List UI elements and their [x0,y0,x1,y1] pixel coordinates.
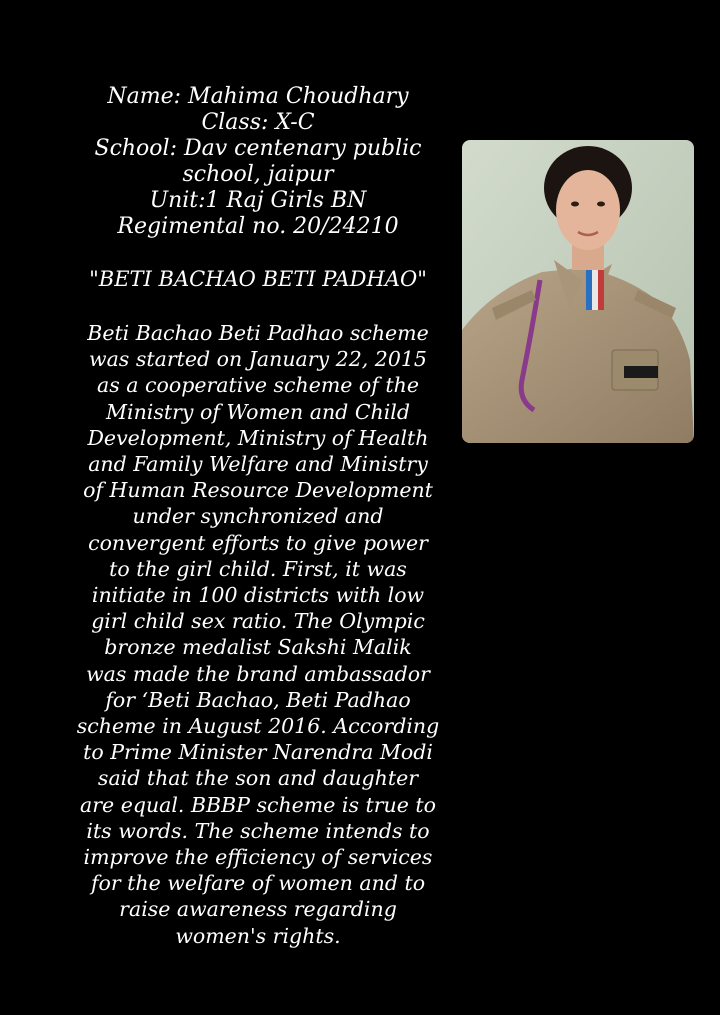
student-class: Class: X-C [201,110,315,135]
essay-line: under synchronized and [132,504,384,529]
essay-line: raise awareness regarding [119,897,397,922]
essay-line: to the girl child. First, it was [109,556,407,581]
student-regimental-no: Regimental no. 20/24210 [117,214,399,239]
essay-line: scheme in August 2016. According [76,714,440,739]
essay-line: convergent efforts to give power [88,530,428,555]
essay-line: for ‘Beti Bachao, Beti Padhao [105,687,411,712]
student-details [62,84,454,240]
essay-line: women's rights. [175,923,341,948]
essay-line: to Prime Minister Narendra Modi [83,740,433,765]
essay-line: bronze medalist Sakshi Malik [104,635,412,660]
essay-line: Beti Bachao Beti Padhao scheme [87,321,429,345]
student-school-line2: school, jaipur [182,162,334,187]
essay-line: improve the efficiency of services [83,845,433,870]
student-school-line1: School: Dav centenary public [94,136,422,161]
essay-line: Development, Ministry of Health [87,425,429,450]
essay-line: initiate in 100 districts with low [91,583,425,608]
student-unit: Unit:1 Raj Girls BN [149,188,367,213]
essay-line: its words. The scheme intends to [86,818,430,843]
student-name: Name: Mahima Choudhary [107,84,409,109]
essay-line: of Human Resource Development [83,478,433,503]
student-photo [462,140,694,443]
essay-line: as a cooperative scheme of the [97,373,419,398]
essay-line: and Family Welfare and Ministry [88,452,428,477]
essay-line: said that the son and daughter [97,766,419,791]
essay-line: was made the brand ambassador [86,661,430,686]
essay-line: are equal. BBBP scheme is true to [80,792,436,817]
essay-line: was started on January 22, 2015 [89,347,427,372]
essay-body [56,320,460,949]
slogan-heading: "BETI BACHAO BETI PADHAO" [89,267,427,291]
essay-line: for the welfare of women and to [90,871,426,896]
essay-line: Ministry of Women and Child [106,399,410,424]
essay-line: girl child sex ratio. The Olympic [91,609,425,634]
